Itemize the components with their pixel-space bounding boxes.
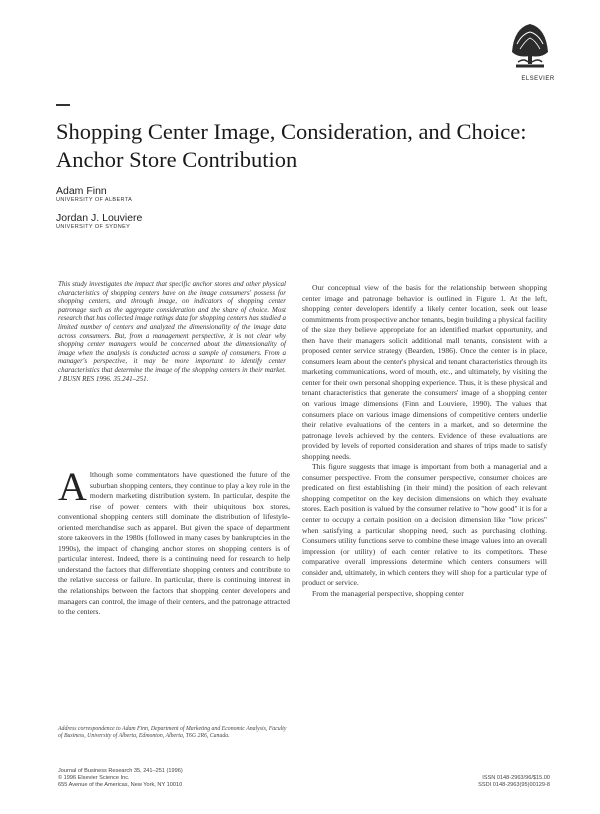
publisher-name: ELSEVIER (521, 76, 555, 82)
body-paragraph: From the managerial perspective, shopping center (312, 588, 464, 598)
author-affiliation: UNIVERSITY OF ALBERTA (56, 197, 133, 203)
author-block-2 (56, 212, 142, 230)
author-affiliation: UNIVERSITY OF SYDNEY (56, 224, 131, 230)
title-rule (56, 104, 70, 106)
publisher-logo (508, 18, 568, 82)
article-title: Shopping Center Image, Consideration, and Choice: Anchor Store Contribution (56, 119, 527, 172)
tree-logo-icon (508, 18, 552, 70)
author-name: Adam Finn (56, 185, 107, 197)
journal-citation (58, 768, 318, 789)
abstract: This study investigates the impact that specific anchor stores and other physical characteristics of shopping centers have on the image consumers' possess for shopping centers, and through image, on indicators of shopping center patronage such as the aggregate consideration and the share of choice. Most research that has collected image ratings data for shopping centers has studied a limited number of centers and analyzed the dimensionality of the image data across consumers. But, from a management perspective, it is not clear why shopping center managers would be concerned about the dimensionality of image when the analysis is conducted across a sample of consumers. From a manager's perspective, it may be more important to identify center characteristics that determine the image of the shopping centers in their market. J BUSN RES 1996. 35.241–251. (58, 280, 286, 383)
author-block-1 (56, 185, 132, 203)
body-paragraph (58, 464, 290, 618)
copyright-line: © 1996 Elsevier Science Inc. (58, 775, 130, 781)
issn-line: ISSN 0148-2963/96/$15.00 (482, 775, 550, 781)
journal-line: Journal of Business Research 35, 241–251 (1996) (58, 768, 183, 774)
address-line: 655 Avenue of the Americas, New York, NY 10010 (58, 782, 183, 788)
drop-cap: A (58, 464, 87, 509)
correspondence-footnote: Address correspondence to Adam Finn, Department of Marketing and Economic Analysis, Faculty of Business, University of Alberta, Edmonton, Alberta, T6G 2R6, Canada. (58, 726, 287, 740)
body-paragraph: Our conceptual view of the basis for the relationship between shopping center image and patronage behavior is outlined in Figure 1. At the left, shopping center developers identify a likely center location, seek out lease commitments from prospective anchor tenants, begin building a physical facility of the size they believe appropriate for an identified market opportunity, and then have their managers solicit additional mall tenants, consistent with a proposed center service strategy (Bearden, 1986). Once the center is in place, consumers learn about the center's physical and tenant characteristics through its marketing communications, word of mouth, etc., and ultimately, by visiting the center for their own personal shopping experience. Thus, it is these physical and tenant characteristics that generate the consumers' image of a shopping center on various image dimensions (Finn and Louviere, 1990). The values that consumers place on various image dimensions of competitive centers underlie their relative evaluations of the centers in a market, and so determine the patronage levels achieved by the centers. Evidence of these evaluations are provided by levels of reported consideration and shares of trips made to satisfy shopping needs. (302, 283, 547, 461)
author-name: Jordan J. Louviere (56, 212, 143, 224)
body-paragraph: This figure suggests that image is important from both a managerial and a consumer perspective. From the consumer perspective, consumer choices are predicated on first establishing (in their mind) the position of each relevant shopping competitor on the key decision dimensions on which they evaluate stores. Each position is valued by the consumer relative to "how good" it is for a center to occupy a certain position on a decision dimension like "low prices" when satisfying a particular shopping need, such as purchasing clothing. Consumers utility functions serve to combine these image values into an overall impression (or utility) of each center relative to its competitors. These comparative overall impressions determine which centers consumers will consider and, ultimately, in which centers they will shop for a particular type of product or service. (302, 462, 547, 588)
paragraph-text: lthough some commentators have questioned the future of the suburban shopping centers, they continue to play a key role in the modern marketing distribution system. In particular, despite the rise of power centers with their ubiquitous box stores, conventional shopping centers still dominate the distribution of lifestyle-oriented merchandise such as apparel. But given the space of department store takeovers in the 1980s (followed in many cases by bankruptcies in the 1990s), the impact of changing anchor stores on shopping centers is of particular interest. Indeed, there is a continuing need for research to help understand the factors that differentiate shopping centers and contribute to the relative success or failure. In particular, there is continuing interest in the relationships between the factors that shopping center developers and managers can control, the image of their centers, and the patronage attracted to the centers. (58, 470, 290, 617)
body-column-right (302, 283, 547, 599)
body-column-left (58, 464, 290, 618)
issn-block (430, 775, 550, 789)
ssdi-line: SSDI 0148-2963(95)00129-8 (478, 782, 550, 788)
